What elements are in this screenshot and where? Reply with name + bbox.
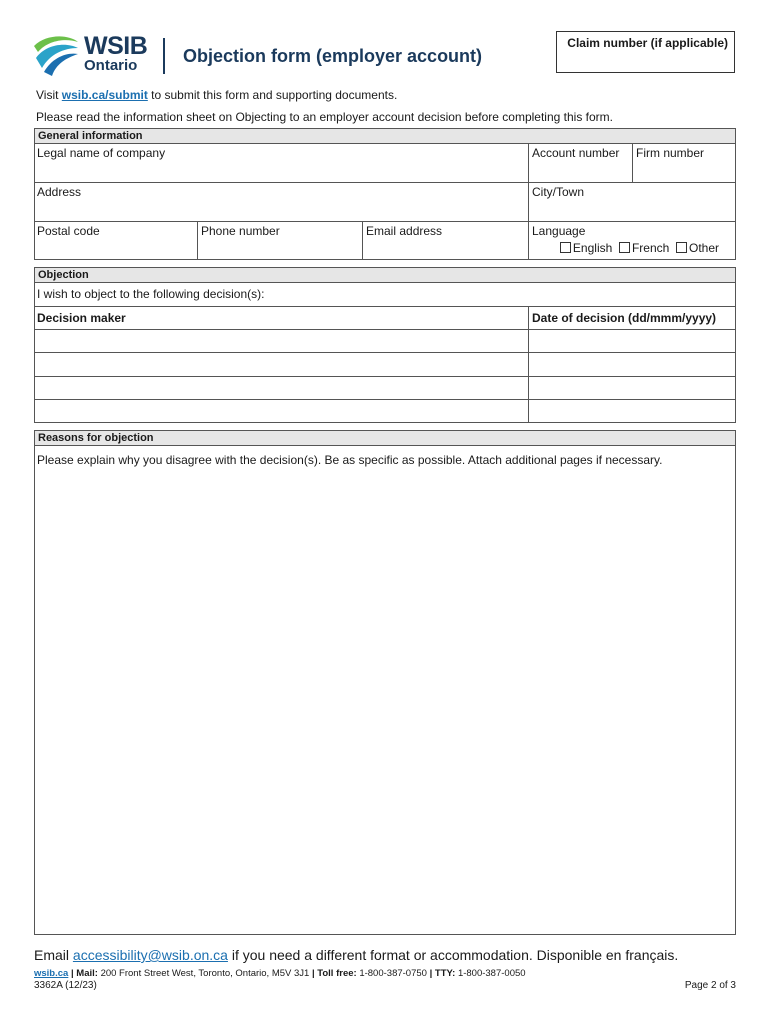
mail-label: Mail: (76, 968, 98, 979)
contact-line: wsib.ca | Mail: 200 Front Street West, Toronto, Ontario, M5V 3J1 | Toll free: 1-800-387-0750 | TTY: 1-800-387-0050 (34, 968, 526, 979)
accessibility-email-link[interactable]: accessibility@wsib.on.ca (72, 947, 228, 963)
decision-maker-input[interactable] (35, 400, 527, 422)
row-divider (34, 306, 736, 307)
address-label: Address (37, 185, 82, 199)
other-label: Other (688, 241, 719, 255)
language-label: Language (532, 224, 586, 238)
french-label: French (631, 241, 670, 255)
postal-code-field[interactable] (34, 222, 197, 260)
tty-value: 1-800-387-0050 (457, 968, 526, 979)
logo-wsib-text: WSIB (84, 32, 148, 60)
email-address-field[interactable] (363, 222, 528, 260)
decision-maker-input[interactable] (35, 330, 527, 352)
objection-wish-text: I wish to object to the following decision(s): (37, 287, 265, 301)
reasons-prompt: Please explain why you disagree with the decision(s). Be as specific as possible. Attach additional pages if necessary. (37, 453, 663, 467)
wsib-logo-mark (32, 32, 82, 78)
visit-suffix: to submit this form and supporting documents. (147, 88, 398, 102)
reasons-heading: Reasons for objection (34, 430, 736, 446)
tty-label: TTY: (434, 968, 456, 979)
decision-maker-input[interactable] (35, 377, 527, 399)
decision-date-input[interactable] (529, 400, 735, 422)
wsib-site-link[interactable]: wsib.ca (34, 968, 69, 979)
decision-date-input[interactable] (529, 330, 735, 352)
city-field[interactable] (529, 183, 736, 221)
reasons-textarea[interactable] (34, 445, 736, 935)
claim-number-field[interactable] (556, 31, 735, 73)
city-label: City/Town (532, 185, 585, 199)
claim-number-label: Claim number (if applicable) (567, 36, 728, 50)
email-prefix: Email (34, 947, 73, 963)
firm-number-field[interactable] (633, 144, 736, 182)
email-suffix: if you need a different format or accommodation. Disponible en français. (227, 947, 679, 963)
postal-code-label: Postal code (37, 224, 100, 238)
general-info-heading: General information (34, 128, 736, 144)
submit-link[interactable]: wsib.ca/submit (61, 88, 148, 102)
toll-free-label: Toll free: (317, 968, 357, 979)
language-other-checkbox[interactable] (676, 241, 719, 255)
form-code: 3362A (12/23) (34, 980, 97, 991)
legal-name-field[interactable] (34, 144, 528, 182)
mail-value: 200 Front Street West, Toronto, Ontario, M5V 3J1 (100, 968, 310, 979)
checkbox-icon (619, 242, 630, 253)
decision-date-input[interactable] (529, 377, 735, 399)
page-title: Objection form (employer account) (183, 46, 483, 66)
decision-date-input[interactable] (529, 353, 735, 375)
address-field[interactable] (34, 183, 528, 221)
email-address-label: Email address (366, 224, 443, 238)
firm-number-label: Firm number (636, 146, 705, 160)
visit-prefix: Visit (36, 88, 62, 102)
objection-heading: Objection (34, 267, 736, 283)
language-field (529, 222, 736, 260)
account-number-field[interactable] (529, 144, 632, 182)
visit-line (36, 88, 397, 102)
checkbox-icon (676, 242, 687, 253)
decision-date-header: Date of decision (dd/mmm/yyyy) (532, 311, 717, 325)
logo-ontario-text: Ontario (84, 57, 138, 74)
english-label: English (572, 241, 613, 255)
read-info-line: Please read the information sheet on Objecting to an employer account decision before completing this form. (36, 110, 613, 124)
legal-name-label: Legal name of company (37, 146, 166, 160)
toll-free-value: 1-800-387-0750 (359, 968, 427, 979)
header-divider (163, 38, 165, 74)
decision-maker-input[interactable] (35, 353, 527, 375)
accessibility-line (34, 947, 678, 963)
language-french-checkbox[interactable] (619, 241, 669, 255)
decision-maker-header: Decision maker (37, 311, 126, 325)
page-number: Page 2 of 3 (684, 980, 736, 991)
phone-number-label: Phone number (201, 224, 280, 238)
account-number-label: Account number (532, 146, 620, 160)
phone-number-field[interactable] (198, 222, 362, 260)
language-english-checkbox[interactable] (560, 241, 612, 255)
checkbox-icon (560, 242, 571, 253)
